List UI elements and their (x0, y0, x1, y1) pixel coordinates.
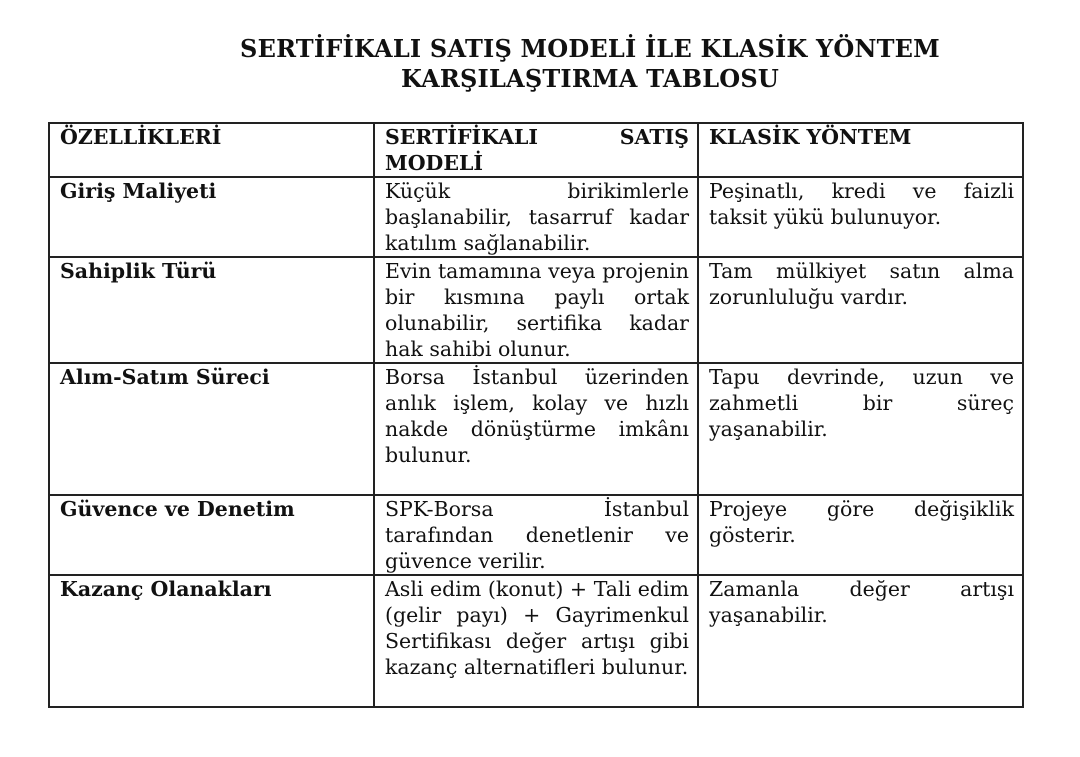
feature-cell: Giriş Maliyeti (49, 177, 374, 257)
table-header (49, 123, 1023, 177)
title-line-2: KARŞILAŞTIRMA TABLOSU (400, 64, 780, 93)
header-row (49, 123, 1023, 177)
certificate-cell: SPK-Borsa İstanbul tarafından denetlenir ve güvence verilir. (374, 495, 698, 575)
certificate-cell: Evin tamamına veya projenin bir kısmına paylı ortak olunabilir, sertifika kadar hak sahibi olunur. (374, 257, 698, 363)
document-title (190, 34, 990, 94)
table-row (49, 177, 1023, 257)
title-line-1: SERTİFİKALI SATIŞ MODELİ İLE KLASİK YÖNTEM (240, 34, 940, 63)
feature-cell: Kazanç Olanakları (49, 575, 374, 707)
classic-cell: Tapu devrinde, uzun ve zahmetli bir süreç yaşanabilir. (698, 363, 1023, 495)
table-row (49, 257, 1023, 363)
classic-cell: Tam mülkiyet satın alma zorunluluğu vardır. (698, 257, 1023, 363)
header-features: ÖZELLİKLERİ (49, 123, 374, 177)
table-row (49, 363, 1023, 495)
comparison-table (48, 122, 1024, 708)
feature-cell: Güvence ve Denetim (49, 495, 374, 575)
classic-cell: Peşinatlı, kredi ve faizli taksit yükü bulunuyor. (698, 177, 1023, 257)
feature-cell: Alım-Satım Süreci (49, 363, 374, 495)
classic-cell: Zamanla değer artışı yaşanabilir. (698, 575, 1023, 707)
table-body (49, 177, 1023, 707)
table-row (49, 495, 1023, 575)
header-classic-method: KLASİK YÖNTEM (698, 123, 1023, 177)
certificate-cell: Küçük birikimlerle başlanabilir, tasarruf kadar katılım sağlanabilir. (374, 177, 698, 257)
certificate-cell: Asli edim (konut) + Tali edim (gelir payı) + Gayrimenkul Sertifikası değer artışı gibi kazanç alternatifleri bulunur. (374, 575, 698, 707)
table-row (49, 575, 1023, 707)
feature-cell: Sahiplik Türü (49, 257, 374, 363)
certificate-cell: Borsa İstanbul üzerinden anlık işlem, kolay ve hızlı nakde dönüştürme imkânı bulunur. (374, 363, 698, 495)
header-certificate-model: SERTİFİKALI SATIŞ MODELİ (374, 123, 698, 177)
classic-cell: Projeye göre değişiklik gösterir. (698, 495, 1023, 575)
